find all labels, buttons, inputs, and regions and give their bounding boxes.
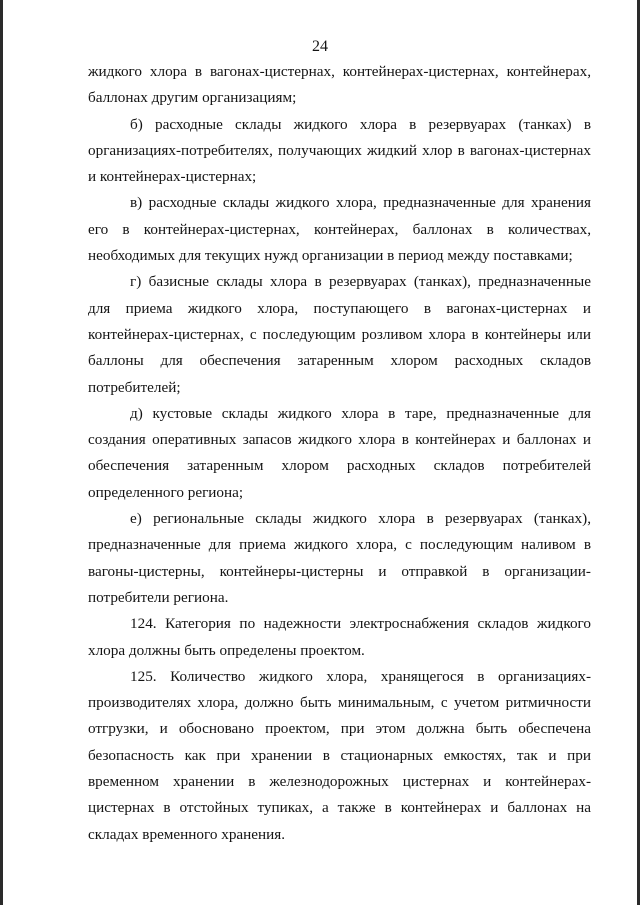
document-body — [88, 59, 591, 848]
paragraph: б) расходные склады жидкого хлора в резервуарах (танках) в организациях-потребителях, получающих жидкий хлор в вагонах-цистернах и контейнерах-цистернах; — [88, 115, 591, 186]
paragraph: 125. Количество жидкого хлора, хранящегося в организациях-производителях хлора, должно быть минимальным, с учетом ритмичности отгрузки, и обосновано проектом, при этом должна быть обеспечена безопасность как при хранении в стационарных емкостях, так и при временном хранении в железнодорожных цистернах и контейнерах-цистернах в отстойных тупиках, а также в контейнерах и баллонах на складах временного хранения. — [88, 667, 591, 843]
paragraph: е) региональные склады жидкого хлора в резервуарах (танках), предназначенные для приема жидкого хлора, с последующим наливом в вагоны-цистерны, контейнеры-цистерны и отправкой в организации-потребители региона. — [88, 510, 591, 606]
page-number: 24 — [312, 38, 328, 55]
paragraph: г) базисные склады хлора в резервуарах (танках), предназначенные для приема жидкого хлора, поступающего в вагонах-цистернах и контейнерах-цистернах, с последующим розливом хлора в контейнеры или баллоны для обеспечения затаренным хлором расходных складов потребителей; — [88, 273, 591, 396]
paragraph: д) кустовые склады жидкого хлора в таре, предназначенные для создания оперативных запасов жидкого хлора в контейнерах и баллонах и обеспечения затаренным хлором расходных складов потребителей определенного региона; — [88, 404, 591, 501]
scan-edge-left — [0, 0, 3, 905]
paragraph: в) расходные склады жидкого хлора, предназначенные для хранения его в контейнерах-цистернах, контейнерах, баллонах в количествах, необходимых для текущих нужд организации в период между поставками; — [88, 194, 591, 265]
paragraph: 124. Категория по надежности электроснабжения складов жидкого хлора должны быть определены проектом. — [88, 615, 591, 659]
paragraph: жидкого хлора в вагонах-цистернах, контейнерах-цистернах, контейнерах, баллонах другим организациям; — [88, 63, 591, 107]
